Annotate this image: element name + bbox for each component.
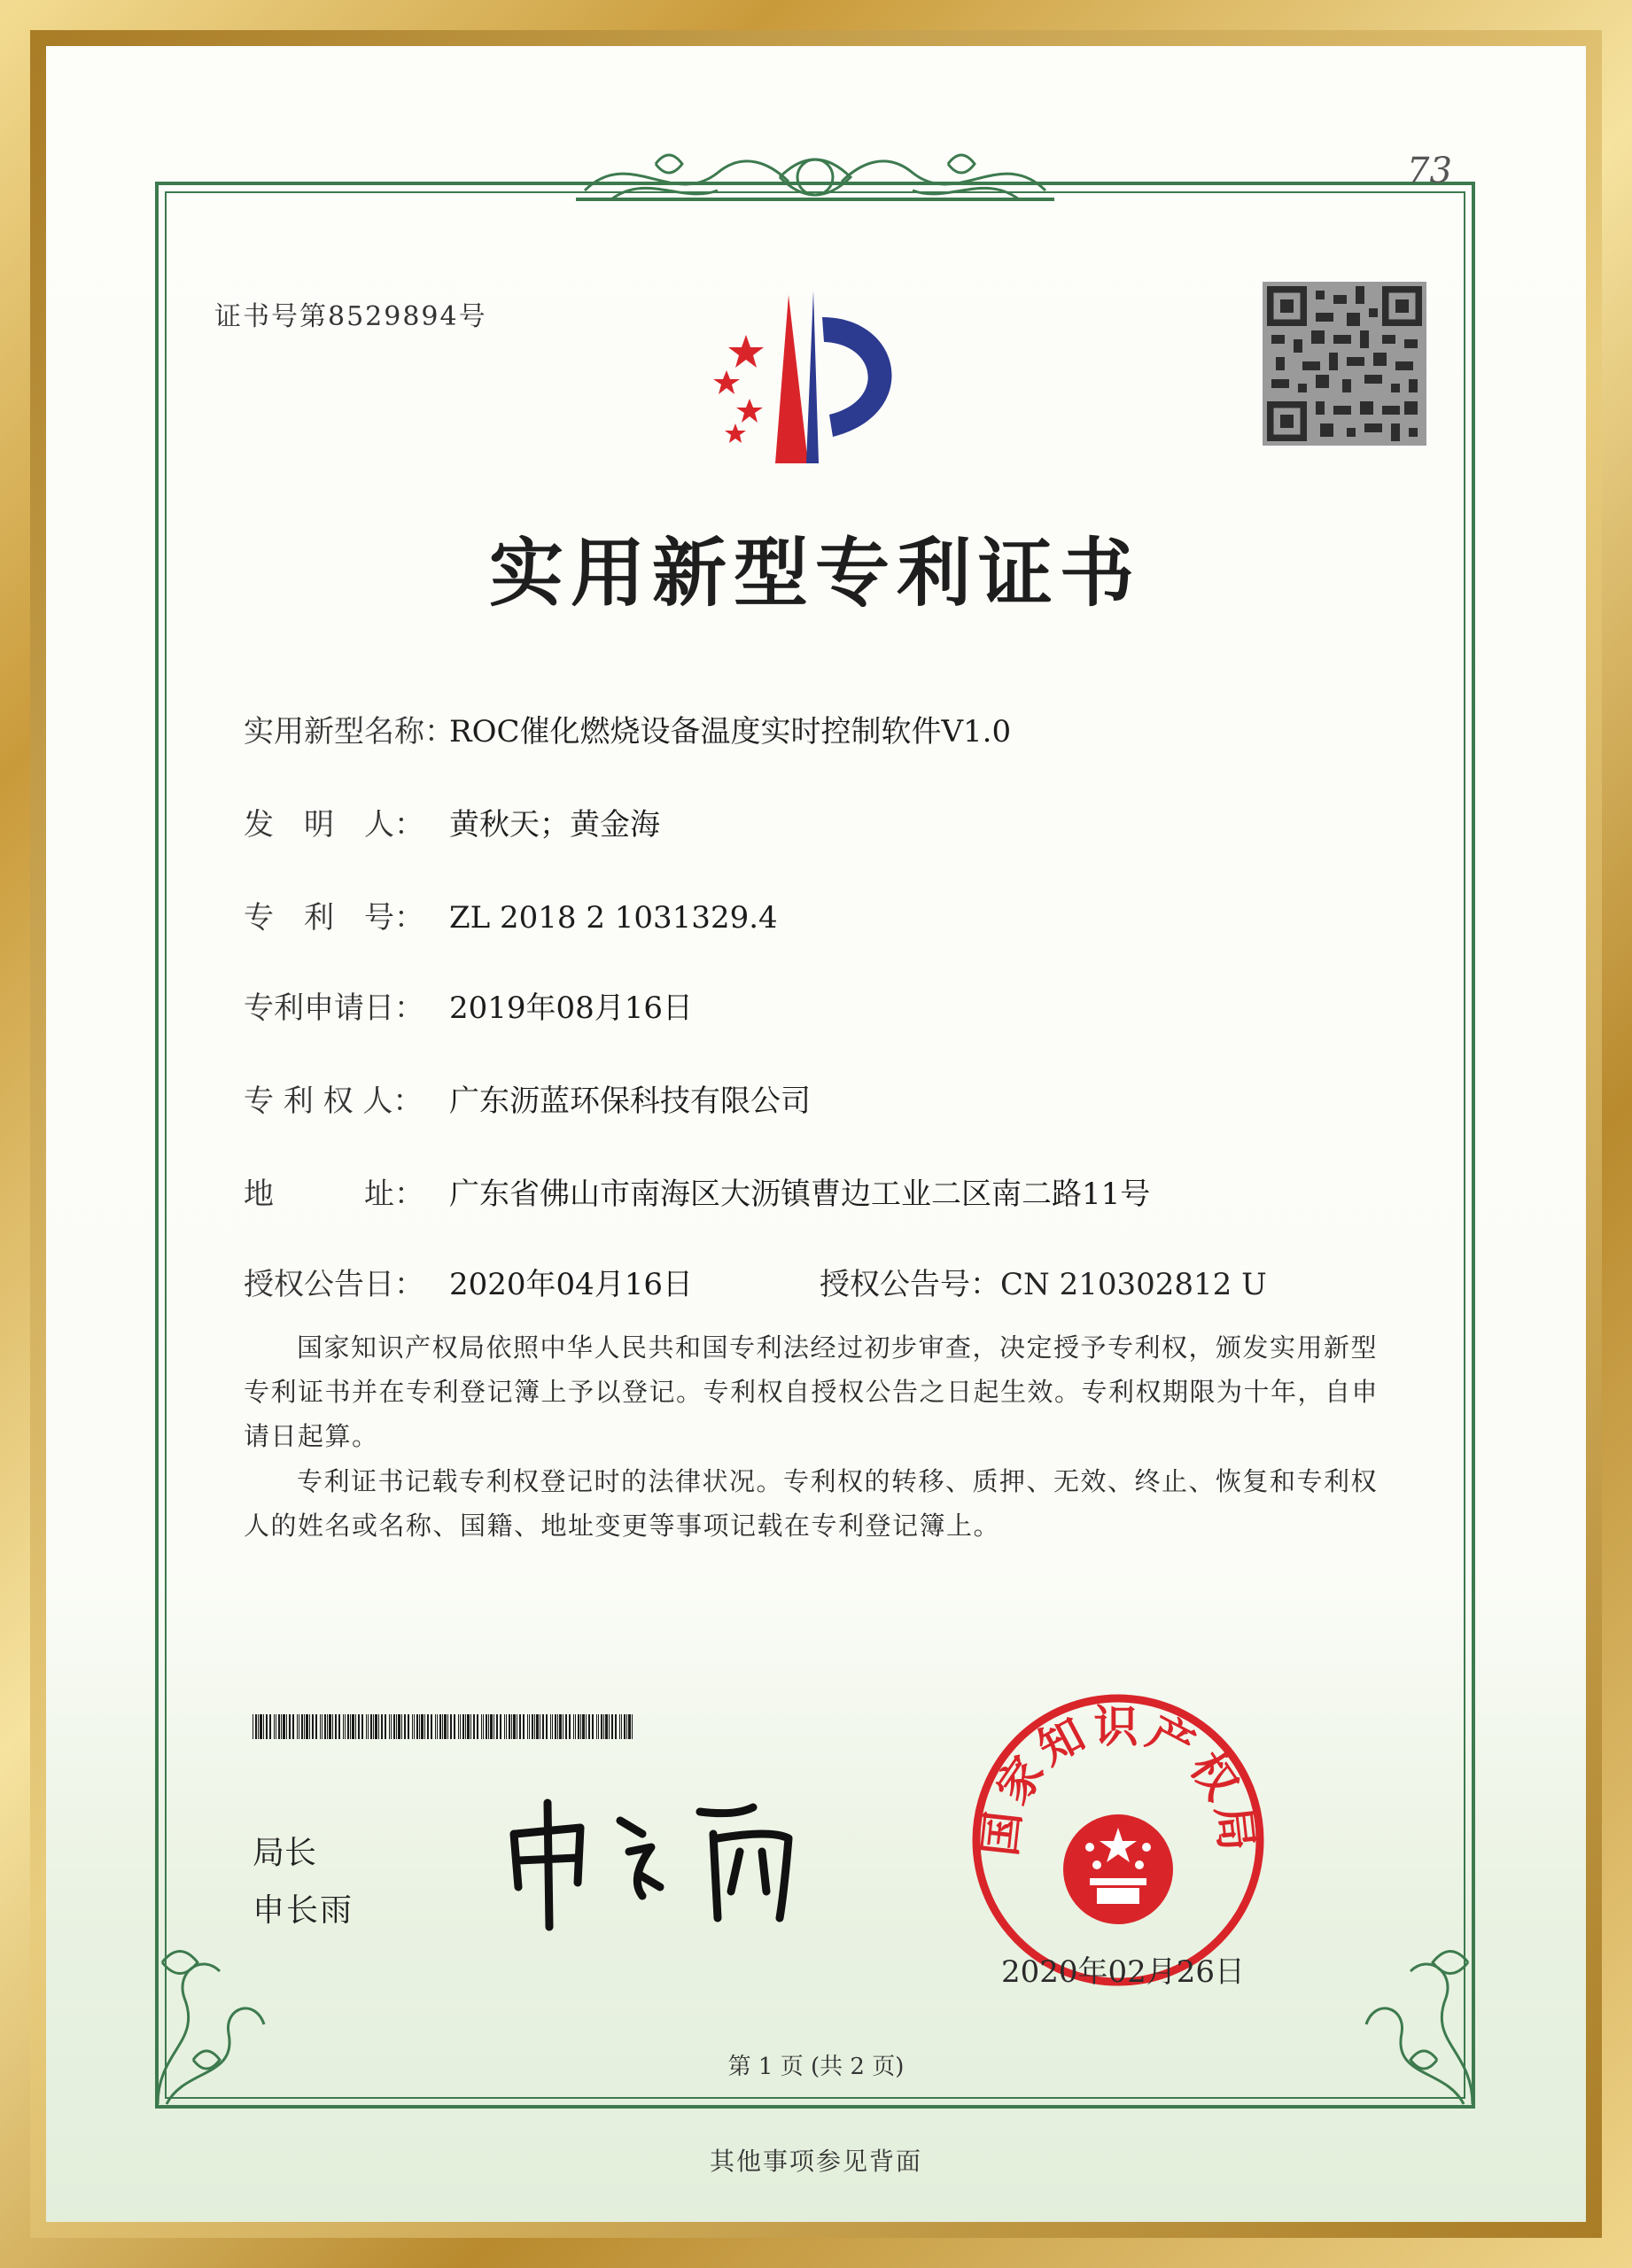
qr-code [1263, 282, 1426, 446]
national-emblem-icon [1063, 1814, 1173, 1924]
field-label: 授权公告号： [820, 1267, 1000, 1302]
field-patent-number [244, 893, 778, 936]
seal-date: 2020年02月26日 [1001, 1954, 1246, 1990]
field-label: 专利申请日： [244, 990, 424, 1026]
field-value: 广东沥蓝环保科技有限公司 [449, 1084, 811, 1119]
director-name: 申长雨 [253, 1892, 354, 1929]
seal-text: 国家知识产权局 [974, 1701, 1263, 1859]
top-ornament [576, 137, 1054, 217]
field-label: 授权公告日： [244, 1267, 424, 1302]
barcode [253, 1714, 638, 1739]
field-address [244, 1169, 1150, 1213]
statement-paragraph-1: 国家知识产权局依照中华人民共和国专利法经过初步审查，决定授予专利权，颁发实用新型专利证书并在专利登记簿上予以登记。专利权自授权公告之日起生效。专利权期限为十年，自申请日起算。 [244, 1332, 1379, 1451]
field-utility-model-name [244, 707, 1011, 750]
patent-office-logo [700, 282, 939, 468]
director-title: 局长 [253, 1835, 317, 1871]
back-side-note: 其他事项参见背面 [709, 2147, 922, 2176]
field-value: ZL 2018 2 1031329.4 [449, 900, 778, 936]
field-value: ROC催化燃烧设备温度实时控制软件V1.0 [449, 714, 1012, 750]
field-announcement-date [244, 1260, 693, 1303]
bottom-right-ornament [1340, 1927, 1481, 2113]
field-label: 实用新型名称： [244, 714, 455, 750]
field-value: 2019年08月16日 [449, 990, 694, 1026]
field-value: CN 210302812 U [1000, 1267, 1267, 1302]
statement-paragraph-2: 专利证书记载专利权登记时的法律状况。专利权的转移、质押、无效、终止、恢复和专利权人的姓名或名称、国籍、地址变更等事项记载在专利登记簿上。 [244, 1466, 1379, 1541]
director-signature [496, 1785, 833, 1936]
field-label: 专 利 号： [244, 900, 424, 936]
field-label: 发 明 人： [244, 807, 424, 843]
field-value: 广东省佛山市南海区大沥镇曹边工业二区南二路11号 [449, 1177, 1151, 1212]
field-inventor [244, 800, 660, 843]
field-value: 黄秋天；黄金海 [449, 807, 660, 843]
field-announcement-number [820, 1260, 1267, 1303]
certificate-title: 实用新型专利证书 [488, 529, 1141, 617]
field-value: 2020年04月16日 [449, 1267, 694, 1302]
field-label: 地 址： [244, 1177, 424, 1212]
bottom-left-ornament [149, 1927, 291, 2113]
page-indicator: 第 1 页 (共 2 页) [727, 2054, 905, 2080]
handwritten-corner-mark: 73 [1407, 151, 1452, 191]
field-label: 专 利 权 人： [244, 1084, 424, 1119]
field-application-date [244, 983, 693, 1027]
certificate-number: 证书号第8529894号 [214, 301, 487, 332]
field-patentee [244, 1076, 811, 1120]
